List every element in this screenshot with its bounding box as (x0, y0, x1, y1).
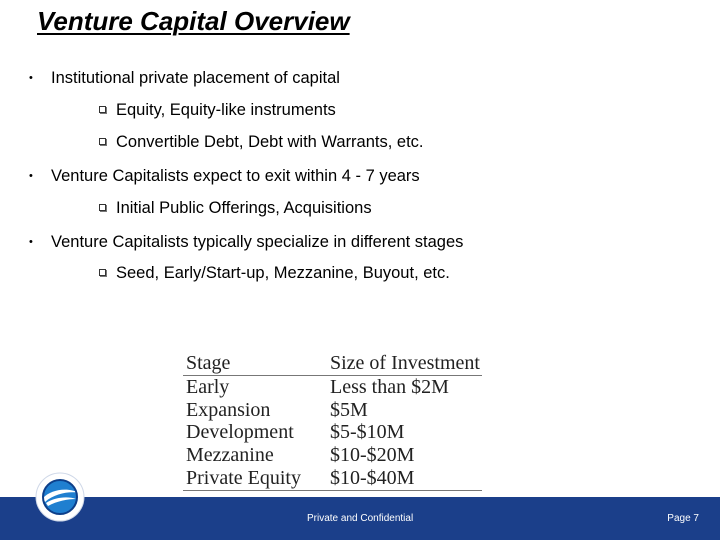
sub-bullet-text: Convertible Debt, Debt with Warrants, etc. (116, 133, 424, 151)
bullet-text: Venture Capitalists typically specialize in different stages (51, 233, 464, 251)
stage-cell: Expansion (186, 398, 271, 421)
table-row (183, 421, 482, 444)
investment-stage-table (183, 352, 482, 491)
table-row (183, 375, 482, 398)
stage-cell: Development (186, 421, 294, 444)
globe-swoosh-logo-icon (35, 472, 85, 522)
table-row (183, 399, 482, 422)
table-header-row (183, 352, 482, 375)
slide-title: Venture Capital Overview (37, 6, 350, 36)
footer-bar (0, 497, 720, 540)
bullet-dot-icon: • (29, 170, 33, 182)
size-cell: $10-$40M (330, 467, 482, 490)
sub-bullet-text: Seed, Early/Start-up, Mezzanine, Buyout, etc. (116, 264, 450, 282)
stage-cell: Early (186, 375, 230, 398)
bullet-dot-icon: • (29, 72, 33, 84)
size-cell: $5M (330, 398, 368, 421)
size-cell: $10-$20M (330, 444, 415, 467)
bullet-text: Venture Capitalists expect to exit within 4 - 7 years (51, 167, 420, 185)
stage-cell: Private Equity (183, 467, 330, 490)
square-bullet-icon (99, 106, 106, 113)
stage-cell: Mezzanine (186, 444, 274, 467)
column-header-stage: Stage (183, 352, 330, 375)
size-cell: Less than $2M (330, 375, 449, 398)
square-bullet-icon (99, 204, 106, 211)
sub-bullet-text: Initial Public Offerings, Acquisitions (116, 199, 372, 217)
sub-bullet-text: Equity, Equity-like instruments (116, 101, 336, 119)
column-header-size: Size of Investment (330, 352, 482, 375)
table-row (183, 467, 482, 490)
square-bullet-icon (99, 138, 106, 145)
confidential-notice: Private and Confidential (307, 513, 414, 524)
square-bullet-icon (99, 269, 106, 276)
size-cell: $5-$10M (330, 421, 405, 444)
bullet-text: Institutional private placement of capital (51, 69, 340, 87)
page-number: Page 7 (667, 513, 699, 524)
bullet-dot-icon: • (29, 236, 33, 248)
table-row (183, 444, 482, 467)
